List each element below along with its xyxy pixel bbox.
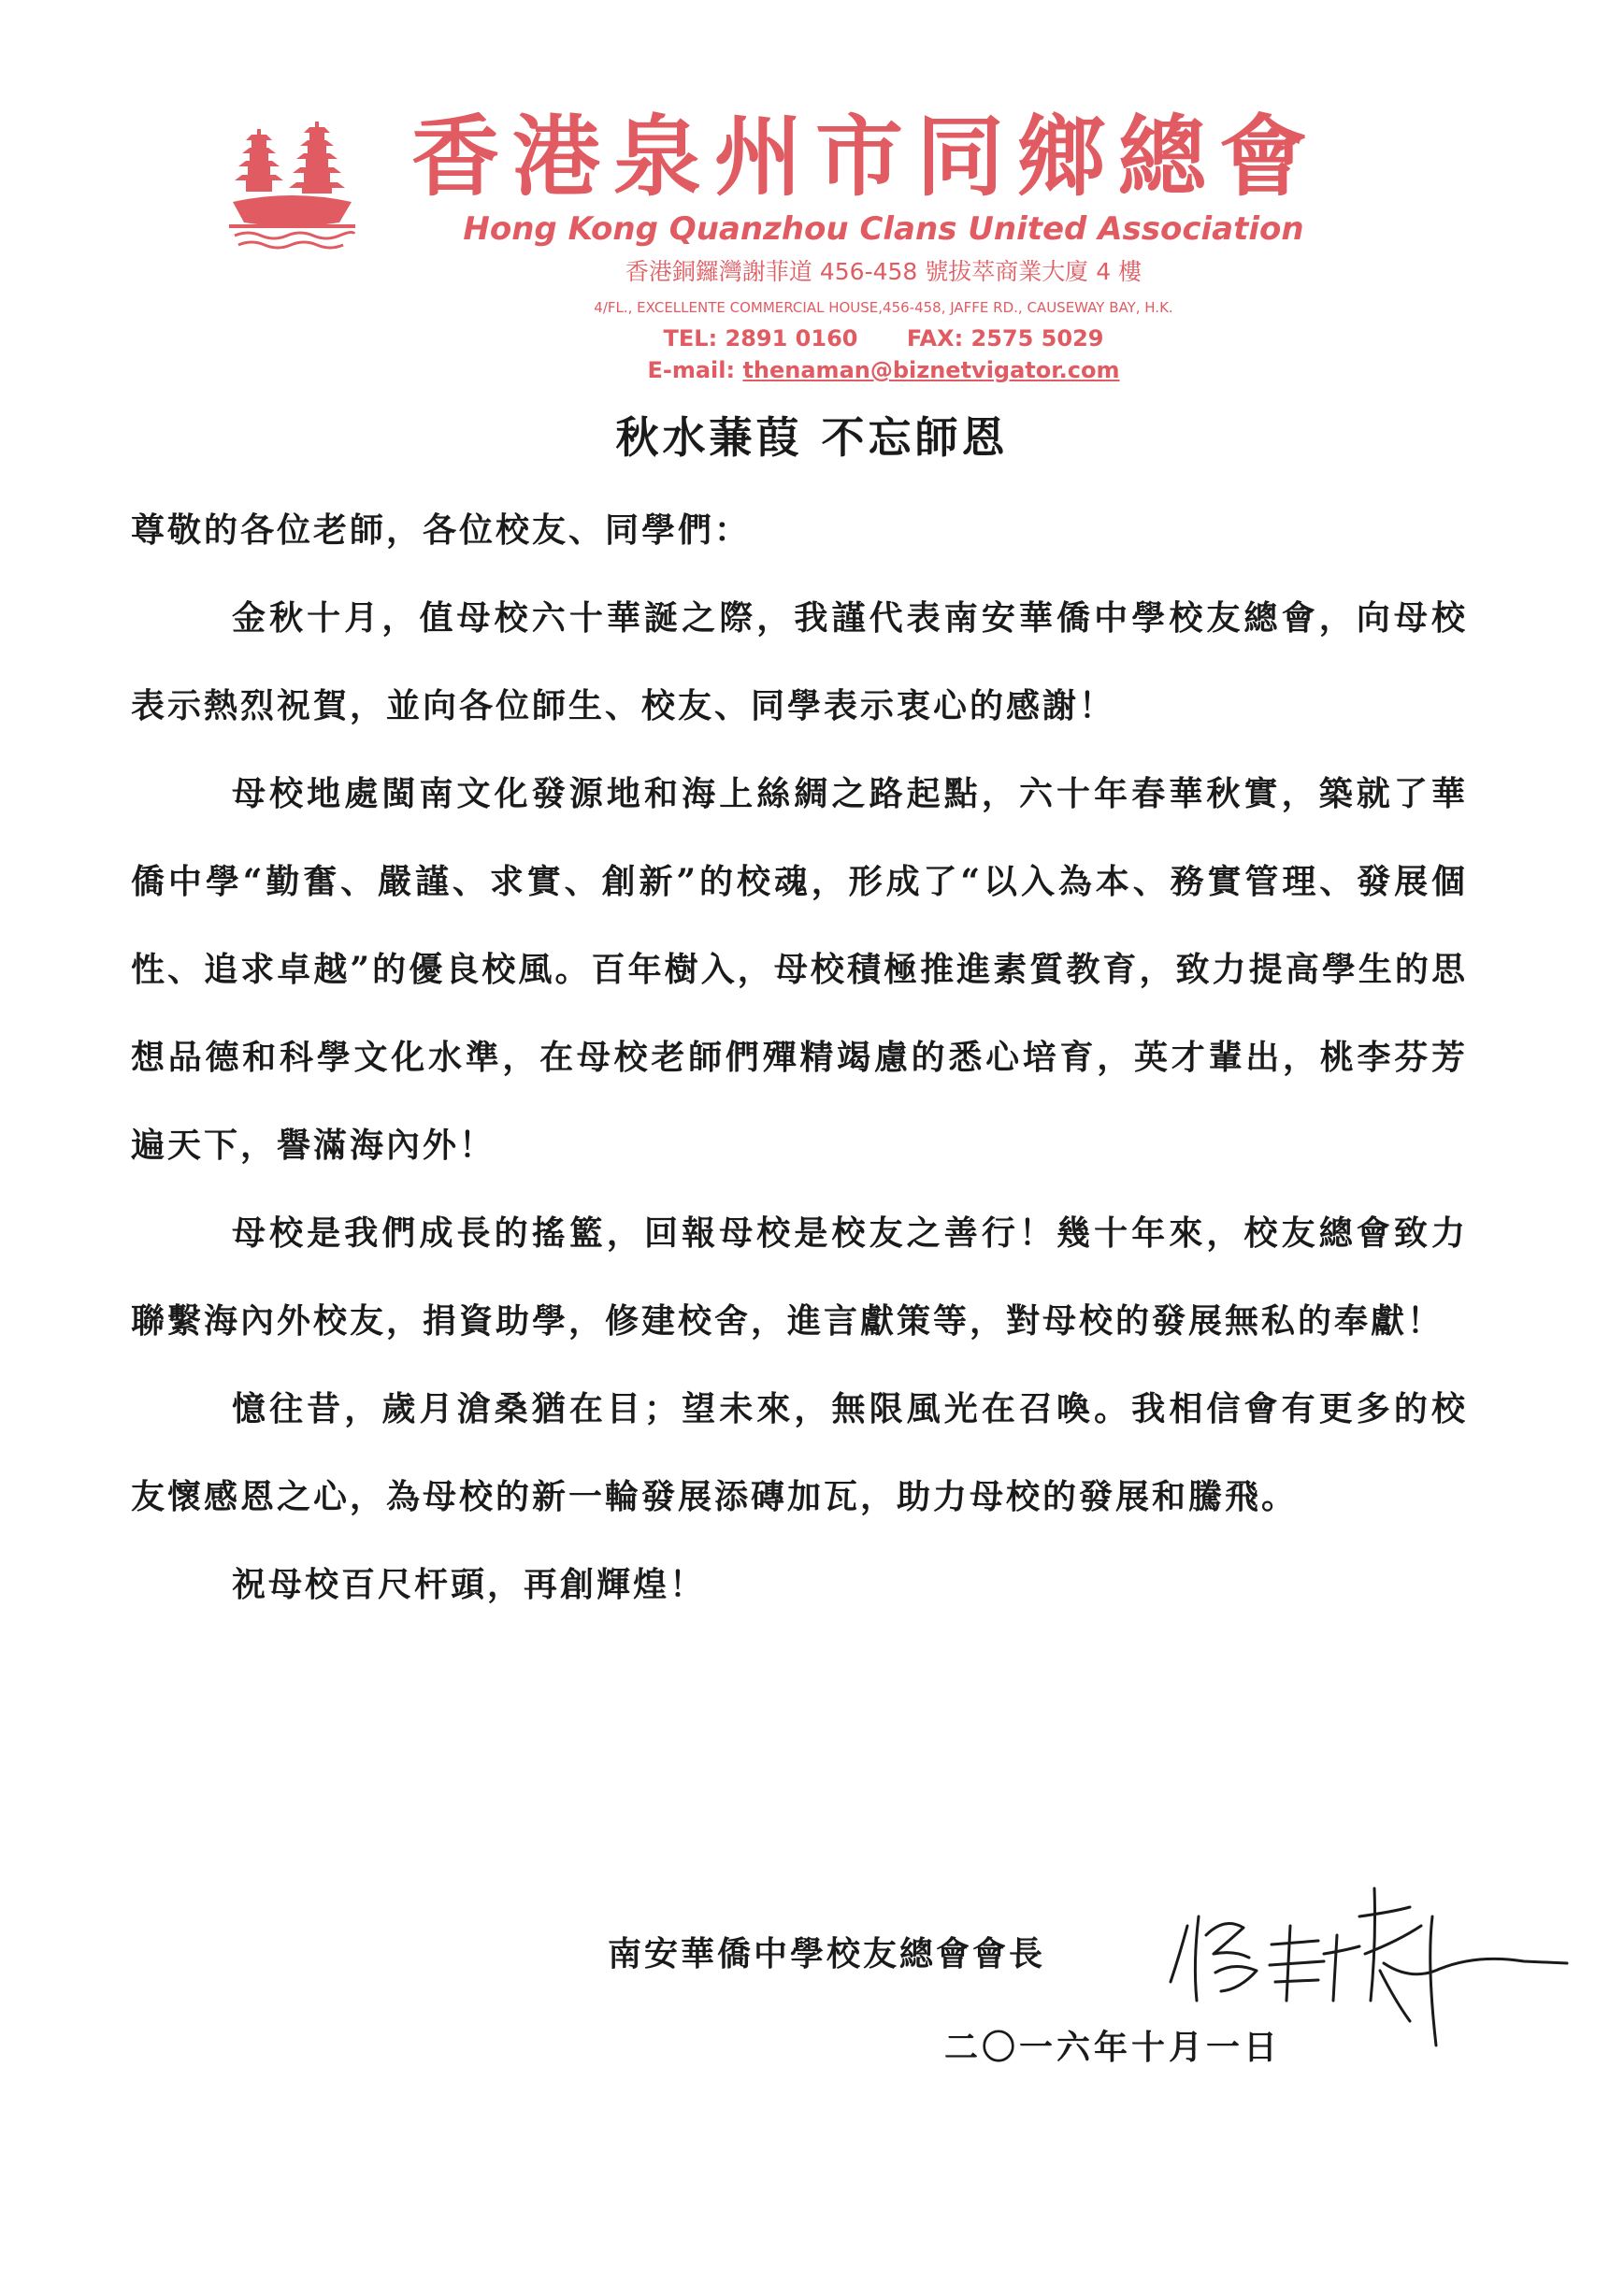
organization-name-english: Hong Kong Quanzhou Clans United Association	[463, 210, 1304, 248]
fax: FAX: 2575 5029	[906, 325, 1104, 352]
closing-wish: 祝母校百尺杆頭，再創輝煌！	[232, 1565, 707, 1604]
salutation: 尊敬的各位老師，各位校友、同學們：	[131, 510, 752, 550]
paragraph: 母校是我們成長的搖籃，回報母校是校友之善行！幾十年來，校友總會致力聯繫海內外校友，捐資助學，修建校舍，進言獻策等，對母校的發展無私的奉獻！	[131, 1213, 1468, 1341]
letterhead	[0, 0, 1624, 393]
paragraph: 母校地處閩南文化發源地和海上絲綢之路起點，六十年春華秋實，築就了華僑中學“勤奮、嚴謹、求實、創新”的校魂，形成了“以入為本、務實管理、發展個性、追求卓越”的優良校風。百年樹入，母校積極推進素質教育，致力提高學生的思想品德和科學文化水準，在母校老師們殫精竭慮的悉心培育，英才輩出，桃李芬芳遍天下，譽滿海內外！	[131, 774, 1468, 1165]
email-line	[374, 355, 1393, 385]
letter-title: 秋水蒹葭 不忘師恩	[615, 412, 1009, 463]
email-label: E-mail:	[647, 357, 743, 383]
telephone: TEL: 2891 0160	[663, 325, 858, 352]
address-english: 4/FL., EXCELLENTE COMMERCIAL HOUSE,456-458, JAFFE RD., CAUSEWAY BAY, H.K.	[594, 299, 1173, 316]
email-link[interactable]: thenaman@biznetvigator.com	[742, 357, 1120, 383]
letter-body	[131, 486, 1468, 1629]
signer-title: 南安華僑中學校友總會會長	[608, 1934, 1046, 1973]
paragraph: 金秋十月，值母校六十華誕之際，我謹代表南安華僑中學校友總會，向母校表示熱烈祝賀，並向各位師生、校友、同學表示衷心的感謝！	[131, 598, 1468, 725]
paragraph: 憶往昔，歲月滄桑猶在目；望未來，無限風光在召喚。我相信會有更多的校友懷感恩之心，為母校的新一輪發展添磚加瓦，助力母校的發展和騰飛。	[131, 1389, 1468, 1516]
letter-date: 二〇一六年十月一日	[944, 2028, 1282, 2067]
organization-name-chinese: 香港泉州市同鄉總會	[411, 106, 1321, 208]
contact-phone-fax	[374, 323, 1393, 353]
address-chinese: 香港銅鑼灣謝菲道 456-458 號拔萃商業大廈 4 樓	[625, 258, 1143, 285]
pagoda-logo-icon	[229, 112, 355, 252]
